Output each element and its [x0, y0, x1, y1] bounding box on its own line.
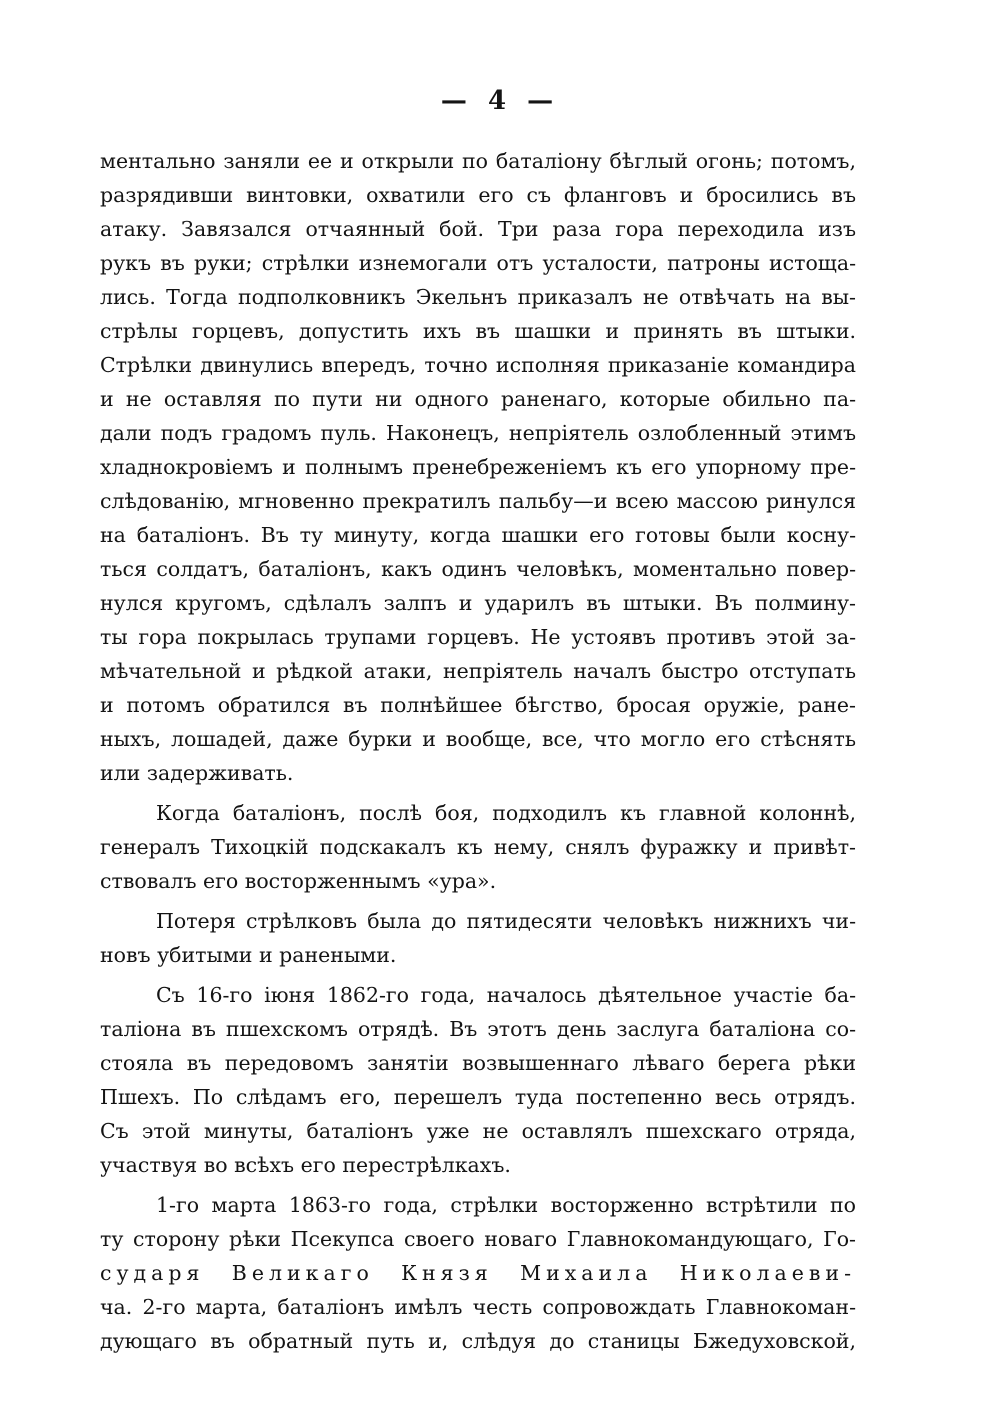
paragraph [100, 904, 856, 972]
text-line: хладнокровіемъ и полнымъ пренебреженіемъ къ его упорному пре- [100, 455, 856, 479]
text-line: ты гора покрылась трупами горцевъ. Не устоявъ противъ этой за- [100, 625, 856, 649]
text-line: Пшехъ. По слѣдамъ его, перешелъ туда постепенно весь отрядъ. [100, 1085, 856, 1109]
text-line: генералъ Тихоцкій подскакалъ къ нему, снялъ фуражку и привѣт- [100, 835, 856, 859]
text-line: на баталіонъ. Въ ту минуту, когда шашки его готовы были косну- [100, 523, 856, 547]
text-line: стояла въ передовомъ занятіи возвышеннаго лѣваго берега рѣки [100, 1051, 856, 1075]
text-line: Съ 16-го іюня 1862-го года, началось дѣятельное участіе ба- [156, 983, 856, 1007]
text-line: и не оставляя по пути ни одного раненаго, которые обильно па- [100, 387, 856, 411]
text-line: ствовалъ его восторженнымъ «ура». [100, 869, 497, 893]
text-line: ментально заняли ее и открыли по баталіону бѣглый огонь; потомъ, [100, 149, 856, 173]
paragraph [100, 796, 856, 898]
text-line: стрѣлы горцевъ, допустить ихъ въ шашки и принять въ штыки. [100, 319, 856, 343]
text-line: участвуя во всѣхъ его перестрѣлкахъ. [100, 1153, 511, 1177]
text-line: ться солдатъ, баталіонъ, какъ одинъ человѣкъ, моментально повер- [100, 557, 856, 581]
text-line: Потеря стрѣлковъ была до пятидесяти человѣкъ нижнихъ чи- [156, 909, 856, 933]
text-line: таліона въ пшехскомъ отрядѣ. Въ этотъ день заслуга баталіона со- [100, 1017, 856, 1041]
text-line: ча. 2-го марта, баталіонъ имѣлъ честь сопровождать Главнокоман- [100, 1295, 856, 1319]
text-line: сударя Великаго Князя Михаила Николаеви- [100, 1261, 856, 1285]
text-line: рукъ въ руки; стрѣлки изнемогали отъ усталости, патроны истоща- [100, 251, 856, 275]
text-line: 1-го марта 1863-го года, стрѣлки восторженно встрѣтили по [156, 1193, 856, 1217]
text-line: Когда баталіонъ, послѣ боя, подходилъ къ главной колоннѣ, [156, 801, 856, 825]
text-line: новъ убитыми и ранеными. [100, 943, 397, 967]
text-line: слѣдованію, мгновенно прекратилъ пальбу—и всею массою ринулся [100, 489, 856, 513]
text-line: Съ этой минуты, баталіонъ уже не оставлялъ пшехскаго отряда, [100, 1119, 856, 1143]
text-line: и потомъ обратился въ полнѣйшее бѣгство, бросая оружіе, ране- [100, 693, 856, 717]
paragraph [100, 978, 856, 1182]
text-line: или задерживать. [100, 761, 294, 785]
text-line: дующаго въ обратный путь и, слѣдуя до станицы Бжедуховской, [100, 1329, 856, 1353]
text-line: Стрѣлки двинулись впередъ, точно исполняя приказаніе командира [100, 353, 856, 377]
paragraph [100, 1188, 856, 1358]
text-line: атаку. Завязался отчаянный бой. Три раза гора переходила изъ [100, 217, 856, 241]
page-number: — 4 — [440, 86, 560, 116]
paragraph [100, 144, 856, 790]
text-line: дали подъ градомъ пуль. Наконецъ, непріятель озлобленный этимъ [100, 421, 856, 445]
text-line: разрядивши винтовки, охватили его съ фланговъ и бросились въ [100, 183, 856, 207]
body-text [100, 144, 856, 1358]
text-line: ныхъ, лошадей, даже бурки и вообще, все, что могло его стѣснять [100, 727, 856, 751]
text-line: мѣчательной и рѣдкой атаки, непріятель началъ быстро отступать [100, 659, 856, 683]
text-line: ту сторону рѣки Псекупса своего новаго Главнокомандующаго, Го- [100, 1227, 856, 1251]
text-line: лись. Тогда подполковникъ Экельнъ приказалъ не отвѣчать на вы- [100, 285, 856, 309]
text-line: нулся кругомъ, сдѣлалъ залпъ и ударилъ въ штыки. Въ полмину- [100, 591, 856, 615]
